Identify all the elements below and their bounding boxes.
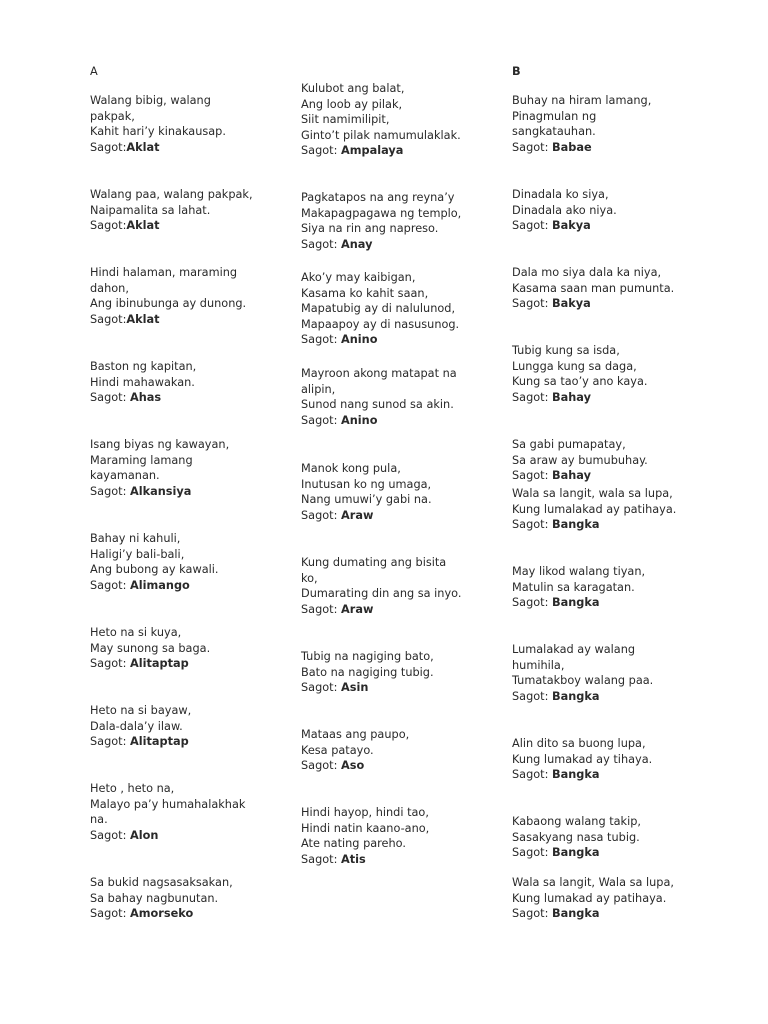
riddle-line: kayamanan.: [90, 469, 160, 483]
answer-text: Alimango: [130, 578, 190, 592]
riddle-item: [512, 564, 712, 611]
answer-text: Bangka: [552, 768, 600, 782]
riddle-line: Nang umuwi’y gabi na.: [301, 493, 432, 507]
answer-label: Sagot:: [512, 140, 553, 154]
column-a-heading: A: [90, 65, 98, 78]
riddle-line: Pagkatapos na ang reyna’y: [301, 191, 455, 204]
answer-label: Sagot:: [512, 390, 553, 404]
answer-label: Sagot:: [512, 689, 553, 703]
answer-text: Bakya: [552, 219, 591, 233]
riddle-item: [90, 781, 290, 843]
answer-line: [512, 296, 712, 312]
answer-label: Sagot:: [512, 219, 553, 233]
answer-label: Sagot:: [512, 297, 553, 311]
answer-text: Ampalaya: [341, 144, 404, 158]
answer-text: Babae: [552, 140, 592, 154]
riddle-line: Heto na si bayaw,: [90, 704, 192, 717]
answer-line: [512, 595, 712, 611]
answer-line: [301, 852, 501, 868]
riddle-line: Tubig na nagiging bato,: [301, 650, 434, 663]
riddle-line: Mataas ang paupo,: [301, 728, 410, 741]
riddle-item: [301, 461, 501, 523]
riddle-line: Sunod nang sunod sa akin.: [301, 398, 454, 412]
riddle-item: [512, 814, 712, 861]
riddle-line: Kabaong walang takip,: [512, 815, 641, 828]
answer-line: [301, 413, 501, 429]
riddle-line: Kulubot ang balat,: [301, 82, 405, 95]
riddle-line: Mapaapoy ay di nasusunog.: [301, 317, 460, 331]
answer-label: Sagot:: [90, 907, 131, 921]
riddle-line: Kasama saan man pumunta.: [512, 281, 675, 295]
answer-text: Alitaptap: [130, 657, 189, 671]
riddle-item: [90, 875, 290, 922]
riddle-line: Dala mo siya dala ka niya,: [512, 266, 662, 279]
riddle-item: [90, 531, 290, 593]
riddle-line: Malayo pa’y humahalakhak: [90, 797, 246, 811]
riddle-line: Ginto’t pilak namumulaklak.: [301, 128, 461, 142]
answer-line: [301, 237, 501, 253]
answer-line: [512, 468, 712, 484]
answer-label: Sagot:: [301, 333, 342, 347]
answer-label: Sagot:: [512, 907, 553, 921]
answer-line: [90, 390, 290, 406]
answer-line: [90, 906, 290, 922]
riddle-line: Hindi natin kaano-ano,: [301, 821, 430, 835]
riddle-line: Walang bibig, walang: [90, 94, 211, 107]
answer-line: [301, 508, 501, 524]
riddle-line: Sa gabi pumapatay,: [512, 438, 626, 451]
answer-label: Sagot:: [301, 852, 342, 866]
riddle-item: [512, 642, 712, 704]
riddle-line: Sasakyang nasa tubig.: [512, 830, 640, 844]
answer-line: [512, 767, 712, 783]
answer-label: Sagot:: [90, 391, 131, 405]
answer-line: [512, 218, 712, 234]
riddle-line: Sa araw ay bumubuhay.: [512, 453, 648, 467]
riddle-line: Mapatubig ay di nalulunod,: [301, 302, 456, 316]
answer-label: Sagot:: [512, 768, 553, 782]
riddle-item: [301, 727, 501, 774]
answer-line: [90, 484, 290, 500]
riddle-line: Pinagmulan ng: [512, 109, 597, 123]
riddle-line: Heto na si kuya,: [90, 626, 182, 639]
answer-text: Anay: [341, 237, 373, 251]
answer-label: Sagot:: [512, 596, 553, 610]
answer-label: Sagot:: [512, 846, 553, 860]
answer-line: [512, 390, 712, 406]
answer-label: Sagot:: [301, 144, 342, 158]
riddle-line: Dala-dala’y ilaw.: [90, 719, 183, 733]
answer-label: Sagot:: [301, 602, 342, 616]
riddle-item: [90, 703, 290, 750]
answer-text: Bangka: [552, 846, 600, 860]
riddle-item: [90, 187, 290, 234]
riddle-item: [512, 93, 712, 155]
answer-text: Alitaptap: [130, 735, 189, 749]
answer-line: [90, 578, 290, 594]
riddle-line: Lumalakad ay walang: [512, 643, 636, 656]
answer-label: Sagot:: [301, 413, 342, 427]
riddle-line: May sunong sa baga.: [90, 641, 211, 655]
riddle-line: Manok kong pula,: [301, 462, 401, 475]
answer-line: [512, 845, 712, 861]
answer-label: Sagot:: [90, 578, 131, 592]
riddle-line: Kung lumalakad ay patihaya.: [512, 502, 677, 516]
riddle-line: Siit namimilipit,: [301, 113, 390, 127]
answer-text: Alon: [130, 828, 159, 842]
answer-label: Sagot:: [512, 469, 553, 483]
riddle-line: Lungga kung sa daga,: [512, 359, 637, 373]
answer-text: Anino: [341, 413, 378, 427]
riddle-line: Hindi hayop, hindi tao,: [301, 806, 429, 819]
answer-line: [90, 828, 290, 844]
riddle-line: Ate nating pareho.: [301, 837, 406, 851]
riddle-line: Maraming lamang: [90, 453, 193, 467]
riddle-item: [90, 625, 290, 672]
riddle-item: [301, 555, 501, 617]
riddle-line: Haligi’y bali-bali,: [90, 547, 185, 561]
answer-text: Araw: [341, 602, 374, 616]
answer-text: Atis: [341, 852, 366, 866]
answer-text: Bahay: [552, 390, 591, 404]
answer-line: [301, 332, 501, 348]
riddle-line: Sa bahay nagbunutan.: [90, 891, 219, 905]
column-b-heading: B: [512, 65, 521, 78]
riddle-line: Wala sa langit, Wala sa lupa,: [512, 876, 674, 889]
riddle-item: [90, 359, 290, 406]
answer-line: [90, 312, 290, 328]
riddle-item: [512, 343, 712, 405]
answer-label: Sagot:: [301, 508, 342, 522]
riddle-line: humihila,: [512, 658, 565, 672]
riddle-line: Kung lumakad ay patihaya.: [512, 891, 667, 905]
riddle-line: Mayroon akong matapat na: [301, 367, 457, 380]
answer-label: Sagot:: [90, 484, 131, 498]
riddle-item: [301, 270, 501, 348]
answer-text: Amorseko: [130, 907, 194, 921]
answer-label: Sagot:: [301, 681, 342, 695]
answer-text: Bangka: [552, 518, 600, 532]
answer-text: Aklat: [126, 219, 160, 233]
answer-line: [90, 734, 290, 750]
answer-text: Asin: [341, 681, 369, 695]
riddle-line: Matulin sa karagatan.: [512, 580, 635, 594]
answer-label: Sagot:: [90, 657, 131, 671]
riddle-item: [512, 736, 712, 783]
riddle-line: Bahay ni kahuli,: [90, 532, 181, 545]
answer-line: [301, 602, 501, 618]
riddle-item: [301, 805, 501, 867]
riddle-line: Kung sa tao’y ano kaya.: [512, 375, 648, 389]
riddle-item: [512, 187, 712, 234]
riddle-line: Kung dumating ang bisita: [301, 556, 447, 569]
answer-text: Aklat: [126, 312, 160, 326]
riddle-line: Wala sa langit, wala sa lupa,: [512, 487, 673, 500]
answer-text: Bangka: [552, 596, 600, 610]
answer-line: [90, 140, 290, 156]
riddle-line: Dinadala ko siya,: [512, 188, 609, 201]
riddle-line: Tumatakboy walang paa.: [512, 674, 654, 688]
riddle-line: pakpak,: [90, 109, 135, 123]
riddle-line: Kesa patayo.: [301, 743, 374, 757]
answer-text: Aso: [341, 759, 365, 773]
riddle-line: Dumarating din ang sa inyo.: [301, 587, 462, 601]
riddle-line: Makapagpagawa ng templo,: [301, 206, 462, 220]
riddle-line: Ang ibinubunga ay dunong.: [90, 297, 247, 311]
riddle-item: [90, 437, 290, 499]
answer-line: [90, 218, 290, 234]
riddle-line: Ang bubong ay kawali.: [90, 563, 219, 577]
answer-line: [301, 680, 501, 696]
answer-line: [512, 517, 712, 533]
answer-label: Sagot:: [90, 828, 131, 842]
answer-label: Sagot:: [90, 312, 127, 326]
answer-label: Sagot:: [90, 140, 127, 154]
riddle-line: Sa bukid nagsasaksakan,: [90, 876, 233, 889]
riddle-line: Siya na rin ang napreso.: [301, 222, 439, 236]
riddle-item: [90, 265, 290, 327]
answer-line: [512, 689, 712, 705]
answer-line: [512, 906, 712, 922]
answer-text: Bakya: [552, 297, 591, 311]
riddle-item: [512, 486, 712, 533]
riddle-item: [512, 265, 712, 312]
riddle-line: Isang biyas ng kawayan,: [90, 438, 230, 451]
riddle-line: Walang paa, walang pakpak,: [90, 188, 253, 201]
riddle-item: [301, 366, 501, 428]
answer-line: [301, 758, 501, 774]
riddle-line: Buhay na hiram lamang,: [512, 94, 652, 107]
answer-text: Bangka: [552, 907, 600, 921]
riddle-line: Naipamalita sa lahat.: [90, 203, 211, 217]
riddle-line: Alin dito sa buong lupa,: [512, 737, 646, 750]
answer-label: Sagot:: [301, 237, 342, 251]
answer-line: [90, 656, 290, 672]
riddle-line: Tubig kung sa isda,: [512, 344, 620, 357]
riddle-item: [512, 875, 712, 922]
riddle-line: Hindi mahawakan.: [90, 375, 195, 389]
answer-label: Sagot:: [90, 219, 127, 233]
answer-text: Alkansiya: [130, 484, 192, 498]
answer-label: Sagot:: [301, 759, 342, 773]
riddle-line: May likod walang tiyan,: [512, 565, 646, 578]
riddle-line: Dinadala ako niya.: [512, 203, 617, 217]
riddle-line: Hindi halaman, maraming: [90, 266, 238, 279]
riddle-line: dahon,: [90, 281, 129, 295]
riddle-item: [301, 649, 501, 696]
answer-label: Sagot:: [90, 735, 131, 749]
answer-text: Ahas: [130, 391, 162, 405]
answer-text: Araw: [341, 508, 374, 522]
riddle-line: Kung lumakad ay tihaya.: [512, 752, 653, 766]
riddle-line: Inutusan ko ng umaga,: [301, 477, 432, 491]
answer-line: [512, 140, 712, 156]
riddle-line: Baston ng kapitan,: [90, 360, 197, 373]
answer-text: Anino: [341, 333, 378, 347]
riddle-line: ko,: [301, 571, 318, 585]
riddle-line: Kasama ko kahit saan,: [301, 286, 429, 300]
riddle-line: Kahit hari’y kinakausap.: [90, 125, 226, 139]
riddle-line: na.: [90, 813, 108, 827]
answer-line: [301, 143, 501, 159]
riddle-line: Ang loob ay pilak,: [301, 97, 403, 111]
riddle-item: [90, 93, 290, 155]
riddle-line: Ako’y may kaibigan,: [301, 271, 416, 284]
riddle-line: sangkatauhan.: [512, 125, 596, 139]
riddle-item: [301, 190, 501, 252]
answer-label: Sagot:: [512, 518, 553, 532]
riddle-line: alipin,: [301, 382, 336, 396]
riddle-item: [301, 81, 501, 159]
riddle-line: Heto , heto na,: [90, 782, 175, 795]
answer-text: Bahay: [552, 469, 591, 483]
riddle-item: [512, 437, 712, 484]
answer-text: Bangka: [552, 689, 600, 703]
riddle-line: Bato na nagiging tubig.: [301, 665, 434, 679]
answer-text: Aklat: [126, 140, 160, 154]
